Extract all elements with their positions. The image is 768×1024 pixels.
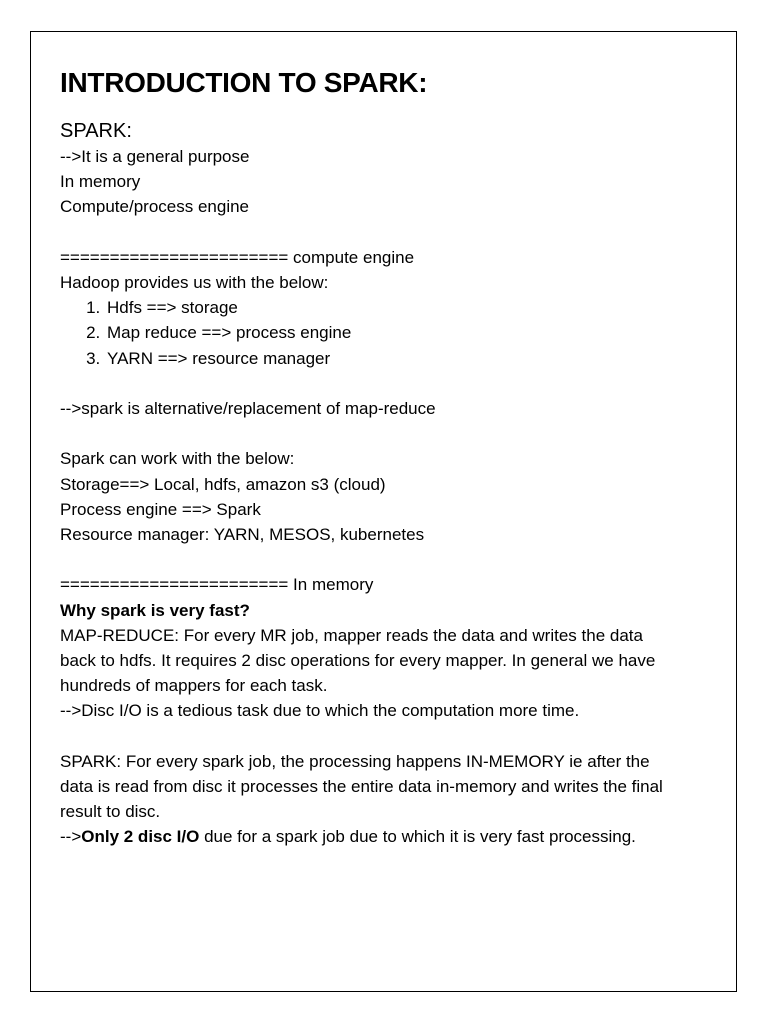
spacer [60,421,680,446]
hadoop-list-item: 2. Map reduce ==> process engine [105,320,680,345]
spacer [60,547,680,572]
document-content [60,62,680,850]
spacer [60,371,680,396]
final-suffix: due for a spark job due to which it is very fast processing. [199,827,636,847]
hadoop-list-item: 1. Hdfs ==> storage [105,295,680,320]
divider-in-memory: ======================= In memory [60,575,374,595]
page-title: INTRODUCTION TO SPARK: [60,67,428,98]
intro-line-1: -->It is a general purpose [60,147,250,166]
final-prefix: --> [60,827,82,847]
divider-compute-engine: ======================= compute engine [60,247,415,267]
spark-work-process: Process engine ==> Spark [60,499,261,519]
spacer [60,724,680,749]
spark-work-resource: Resource manager: YARN, MESOS, kubernetes [60,525,425,544]
disc-io-line: -->Disc I/O is a tedious task due to which the computation more time. [60,701,580,721]
mapreduce-paragraph: MAP-REDUCE: For every MR job, mapper reads the data and writes the data back to hdfs. It requires 2 disc operations for every mapper. In general we have hundreds of mappers for each task. [60,625,661,696]
spark-alternative-line: -->spark is alternative/replacement of map-reduce [60,399,436,418]
spark-heading: SPARK: [60,120,132,142]
hadoop-list-item: 3. YARN ==> resource manager [105,346,680,371]
intro-line-3: Compute/process engine [60,197,250,217]
final-line [60,824,680,849]
hadoop-list [60,295,680,371]
spark-work-intro: Spark can work with the below: [60,449,295,469]
spacer [60,220,680,245]
intro-line-2: In memory [60,172,141,192]
hadoop-intro: Hadoop provides us with the below: [60,273,329,292]
spark-paragraph: SPARK: For every spark job, the processing happens IN-MEMORY ie after the data is read from disc it processes the entire data in-memory and writes the final result to disc. [60,751,668,822]
final-bold-phrase: Only 2 disc I/O [81,827,200,847]
spark-work-storage: Storage==> Local, hdfs, amazon s3 (cloud) [60,474,386,494]
why-fast-heading: Why spark is very fast? [60,600,250,620]
